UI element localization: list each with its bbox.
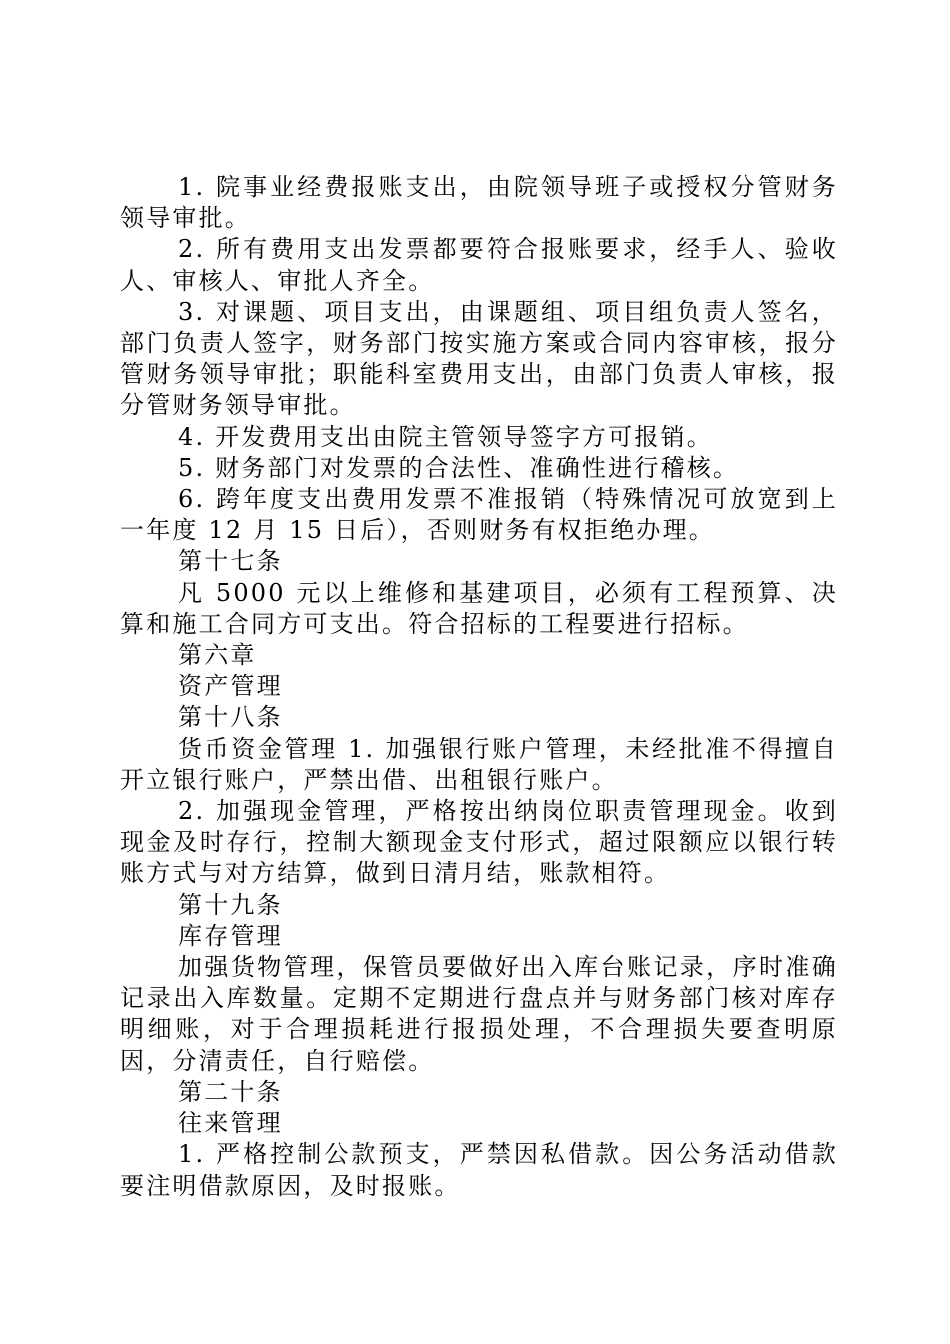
article-heading: 第十八条 <box>178 703 283 732</box>
article-heading: 第十七条 <box>178 547 283 576</box>
article-heading: 第十九条 <box>178 890 283 919</box>
document-body <box>120 172 838 1202</box>
paragraph: 1. 院事业经费报账支出，由院领导班子或授权分管财务领导审批。 <box>120 173 838 233</box>
paragraph: 6. 跨年度支出费用发票不准报销（特殊情况可放宽到上一年度 12 月 15 日后），否则财务有权拒绝办理。 <box>120 485 838 545</box>
section-title: 往来管理 <box>178 1109 283 1138</box>
paragraph: 2. 所有费用支出发票都要符合报账要求，经手人、验收人、审核人、审批人齐全。 <box>120 235 838 295</box>
paragraph: 货币资金管理 1. 加强银行账户管理，未经批准不得擅自开立银行账户，严禁出借、出租银行账户。 <box>120 734 838 794</box>
paragraph: 3. 对课题、项目支出，由课题组、项目组负责人签名，部门负责人签字，财务部门按实施方案或合同内容审核，报分管财务领导审批；职能科室费用支出，由部门负责人审核，报分管财务领导审批。 <box>120 297 838 420</box>
paragraph: 1. 严格控制公款预支，严禁因私借款。因公务活动借款要注明借款原因，及时报账。 <box>120 1140 838 1200</box>
section-title: 资产管理 <box>178 672 283 701</box>
paragraph: 加强货物管理，保管员要做好出入库台账记录，序时准确记录出入库数量。定期不定期进行盘点并与财务部门核对库存明细账，对于合理损耗进行报损处理，不合理损失要查明原因，分清责任，自行赔偿。 <box>120 953 838 1075</box>
paragraph: 凡 5000 元以上维修和基建项目，必须有工程预算、决算和施工合同方可支出。符合招标的工程要进行招标。 <box>120 578 838 638</box>
chapter-heading: 第六章 <box>178 641 257 670</box>
paragraph: 5. 财务部门对发票的合法性、准确性进行稽核。 <box>178 453 740 482</box>
article-heading: 第二十条 <box>178 1077 283 1106</box>
paragraph: 4. 开发费用支出由院主管领导签字方可报销。 <box>178 422 713 451</box>
section-title: 库存管理 <box>178 921 283 950</box>
paragraph: 2. 加强现金管理，严格按出纳岗位职责管理现金。收到现金及时存行，控制大额现金支付形式，超过限额应以银行转账方式与对方结算，做到日清月结，账款相符。 <box>120 797 838 888</box>
